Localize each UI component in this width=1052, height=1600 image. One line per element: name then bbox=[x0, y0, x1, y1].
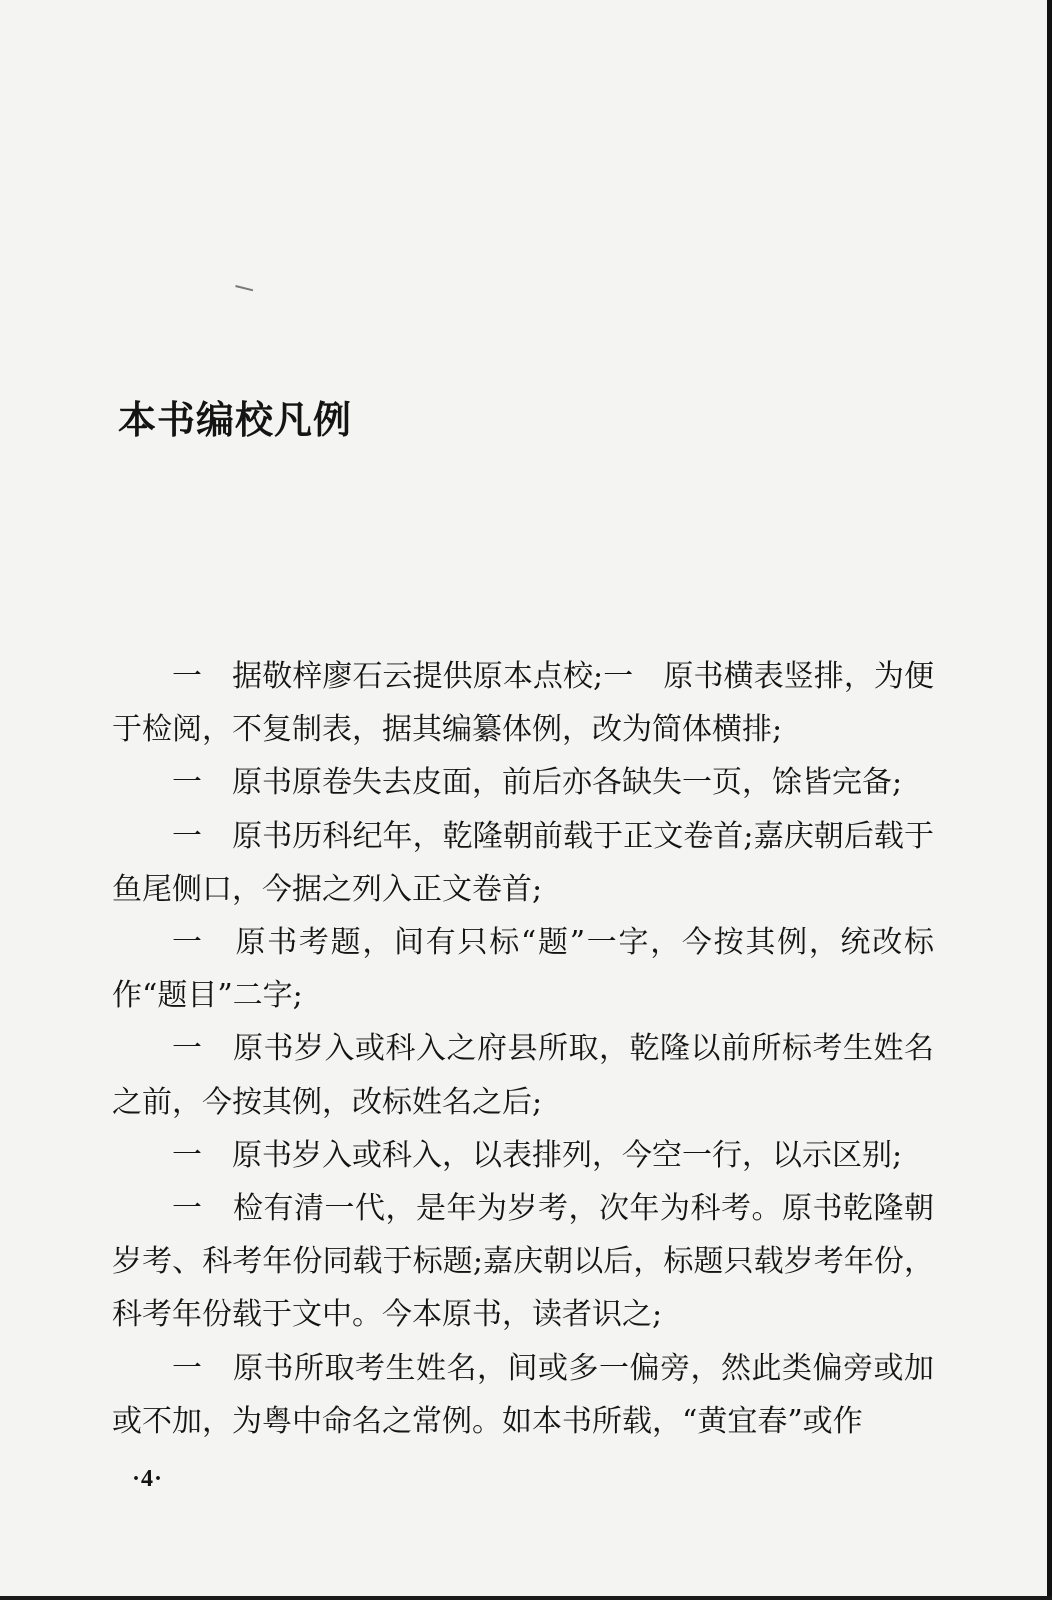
paragraph: 一 原书历科纪年，乾隆朝前载于正文卷首;嘉庆朝后载于鱼尾侧口，今据之列入正文卷首; bbox=[112, 818, 934, 907]
paragraph: 一 原书所取考生姓名，间或多一偏旁，然此类偏旁或加或不加，为粤中命名之常例。如本书所载，“黄宜春”或作 bbox=[112, 1350, 934, 1439]
page-bottom-shadow bbox=[0, 1596, 1052, 1600]
paragraph: 一 据敬梓廖石云提供原本点校;一 原书横表竖排，为便于检阅，不复制表，据其编纂体例，改为简体横排; bbox=[112, 659, 934, 748]
page-number: ·4· bbox=[132, 1466, 164, 1492]
page-edge-shadow bbox=[1047, 0, 1052, 1600]
body-text bbox=[112, 650, 934, 1448]
paragraph: 一 原书岁入或科入，以表排列，今空一行，以示区别; bbox=[172, 1137, 903, 1173]
paragraph: 一 原书岁入或科入之府县所取，乾隆以前所标考生姓名之前，今按其例，改标姓名之后; bbox=[112, 1031, 934, 1120]
page-title: 本书编校凡例 bbox=[118, 398, 353, 442]
paragraph: 一 原书考题，间有只标“题”一字，今按其例，统改标作“题目”二字; bbox=[112, 925, 934, 1014]
paragraph: 一 原书原卷失去皮面，前后亦各缺失一页，馀皆完备; bbox=[172, 765, 903, 801]
paragraph: 一 检有清一代，是年为岁考，次年为科考。原书乾隆朝岁考、科考年份同载于标题;嘉庆朝以后，标题只载岁考年份，科考年份载于文中。今本原书，读者识之; bbox=[112, 1191, 934, 1333]
scan-mark bbox=[233, 285, 253, 301]
